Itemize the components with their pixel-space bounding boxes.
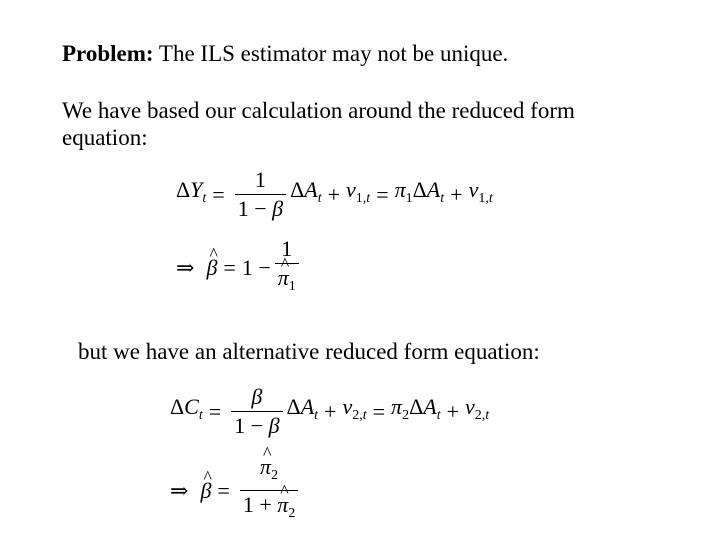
problem-text: The ILS estimator may not be unique. [153,41,509,66]
equation-reduced-form-c: $\Delta C_t$ = $\frac{\beta}{1 - \beta}$ $\Delta A_t$ + $v_{2,t}$ = $\pi_2\Delta A_t$ + $v_{2,t}$ [170,384,490,438]
alternative-text: but we have an alternative reduced form equation: [78,339,540,364]
equation-reduced-form-y: $\Delta Y_t$ = $\frac{1}{1 - \beta}$ $\Delta A_t$ + $v_{1,t}$ = $\pi_1\Delta A_t$ + $v_{1,t}$ [176,167,493,221]
equation-beta-hat-1: ⇒ ^ β = 1 − 1 ^ $\pi_1$ [176,237,303,299]
equation-beta-hat-2: ⇒ ^ β = ^ $\frac{\pi_2}{1 + \^{} \pi_2}$ [170,455,302,526]
problem-statement [62,40,508,67]
intro-text: We have based our calculation around the reduced form equation: [62,98,575,150]
problem-label: Problem: [62,41,154,66]
